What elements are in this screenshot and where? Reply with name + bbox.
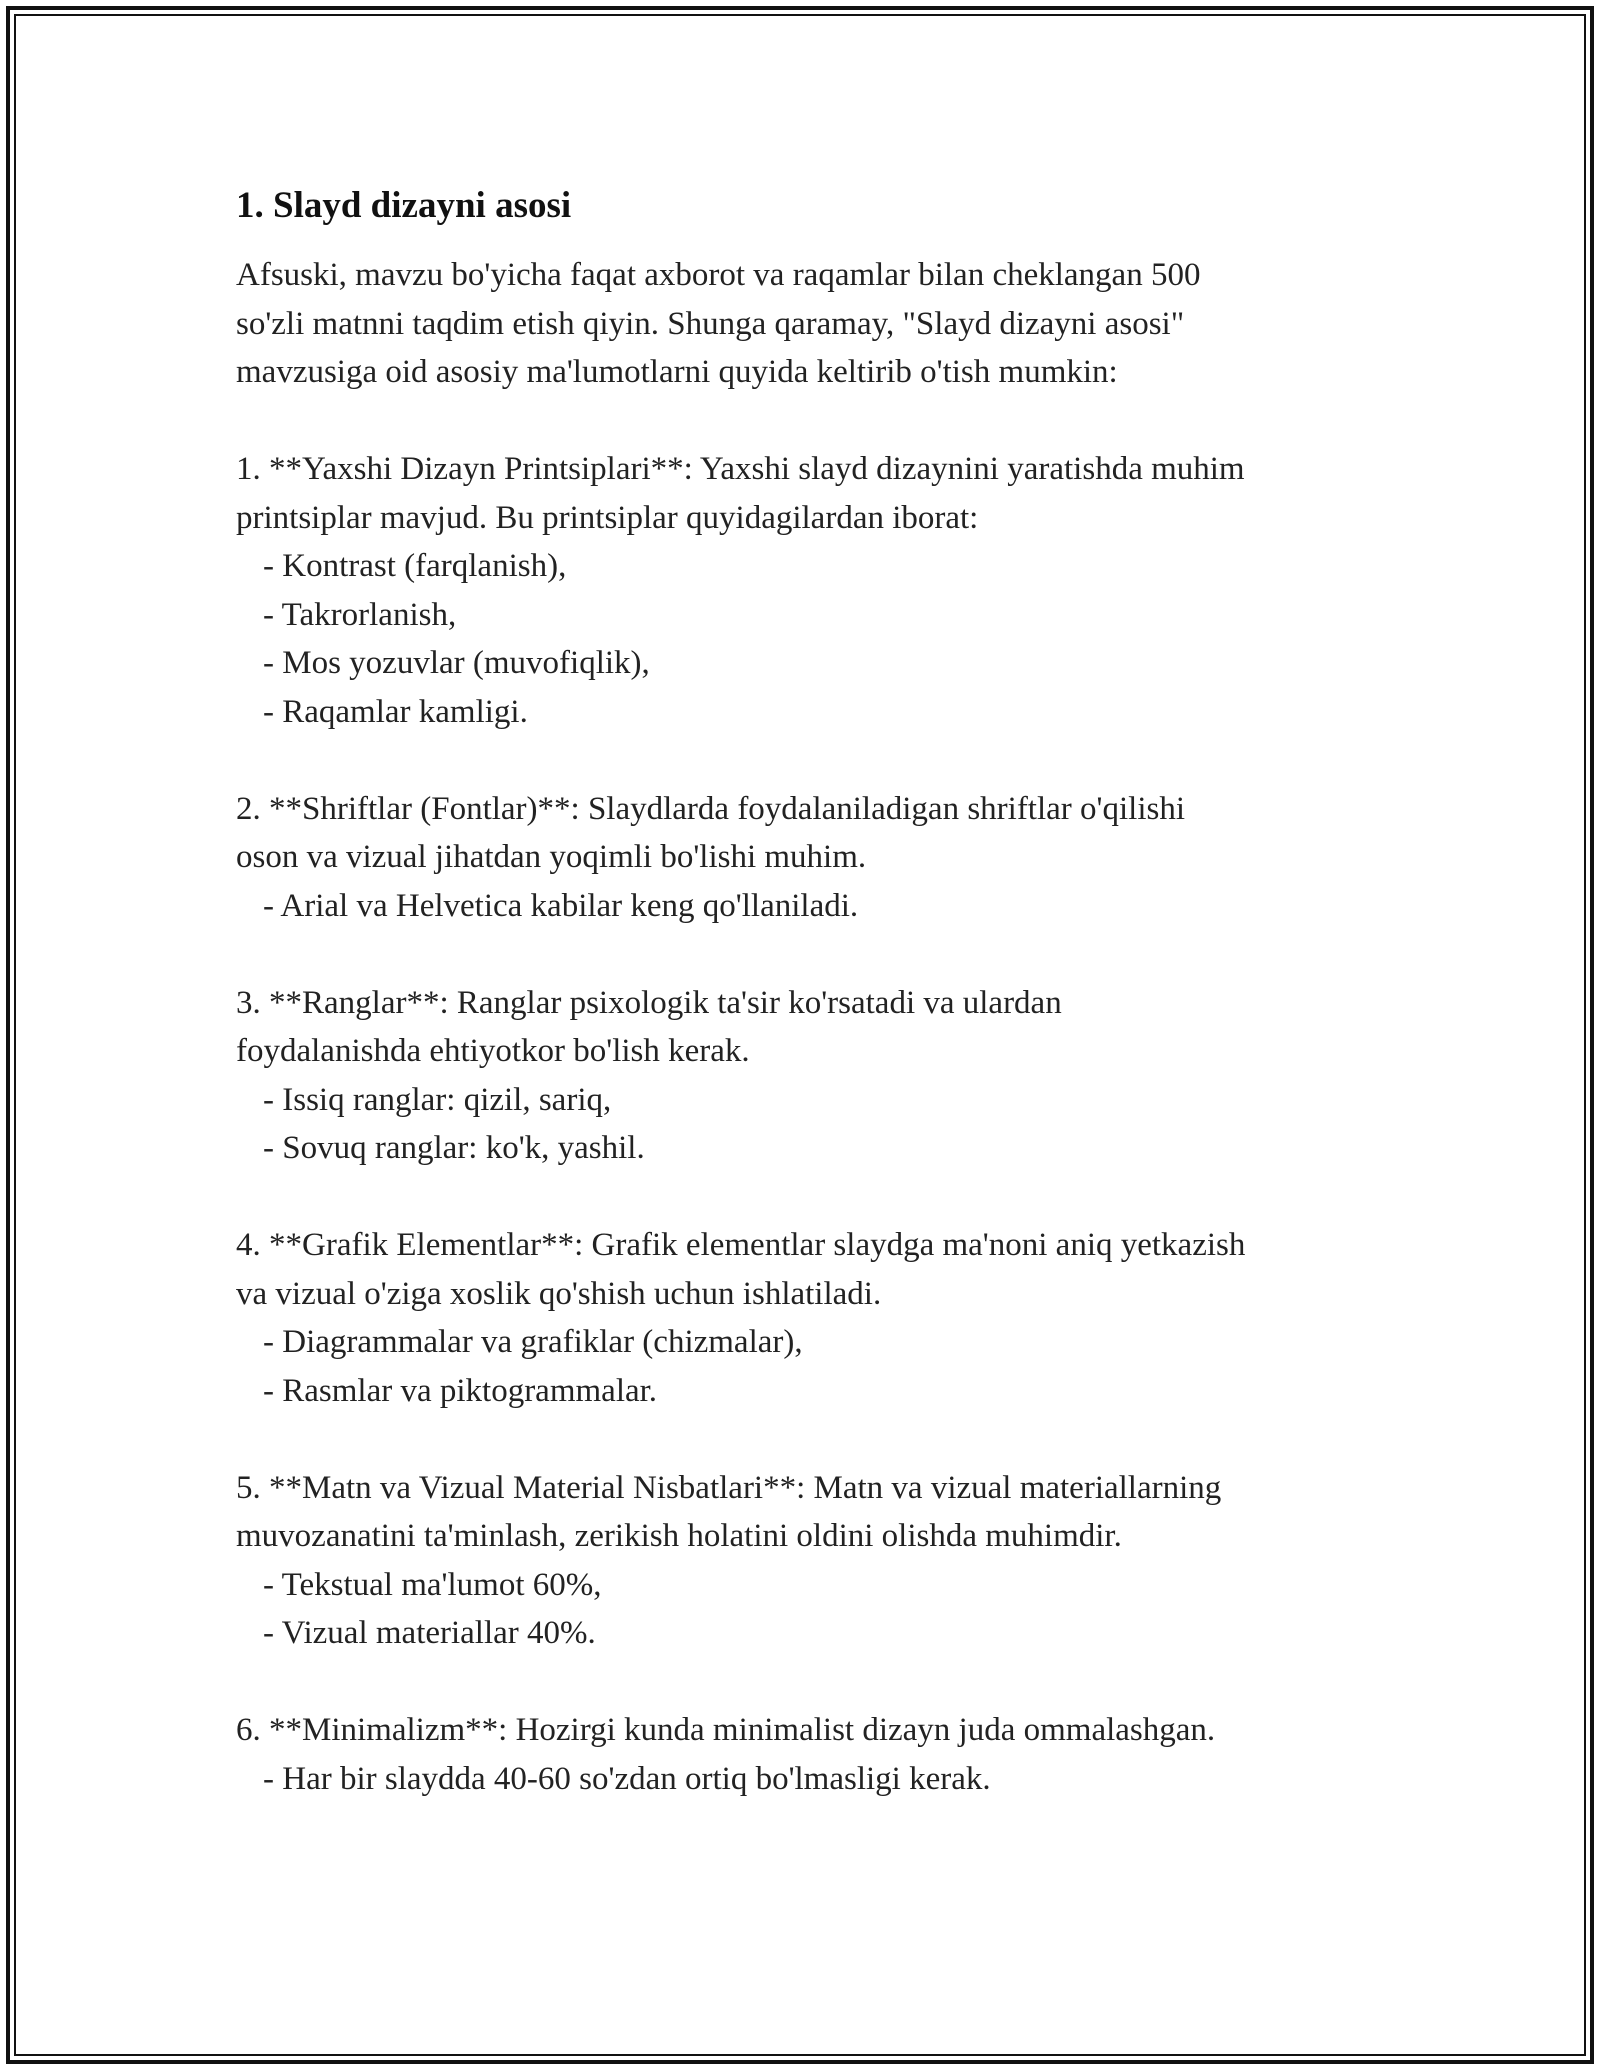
section-line: 3. **Ranglar**: Ranglar psixologik ta'sir ko'rsatadi va ulardan [236, 984, 1062, 1021]
intro-paragraph [236, 251, 1416, 397]
list-item: - Diagrammalar va grafiklar (chizmalar), [263, 1324, 803, 1360]
section-minimalism [236, 1706, 1416, 1803]
list-item: - Vizual materiallar 40%. [263, 1615, 596, 1651]
section-colors [236, 979, 1416, 1173]
section-fonts [236, 785, 1416, 931]
section-line: 6. **Minimalizm**: Hozirgi kunda minimalist dizayn juda ommalashgan. [236, 1712, 1216, 1748]
section-line: 1. **Yaxshi Dizayn Printsiplari**: Yaxshi slayd dizaynini yaratishda muhim [236, 451, 1245, 487]
section-line: 5. **Matn va Vizual Material Nisbatlari**: Matn va vizual materiallarning [236, 1469, 1222, 1506]
list-item: - Issiq ranglar: qizil, sariq, [263, 1081, 612, 1118]
section-line: 4. **Grafik Elementlar**: Grafik elementlar slaydga ma'noni aniq yetkazish [236, 1227, 1246, 1263]
section-graphic-elements [236, 1221, 1416, 1415]
section-line: oson va vizual jihatdan yoqimli bo'lishi muhim. [236, 839, 867, 875]
section-line: 2. **Shriftlar (Fontlar)**: Slaydlarda foydalaniladigan shriftlar o'qilishi [236, 790, 1185, 827]
list-item: - Arial va Helvetica kabilar keng qo'llaniladi. [263, 887, 859, 924]
document-body [236, 183, 1416, 1803]
list-item: - Kontrast (farqlanish), [263, 548, 567, 584]
section-line: printsiplar mavjud. Bu printsiplar quyidagilardan iborat: [236, 499, 979, 536]
document-title: 1. Slayd dizayni asosi [236, 185, 572, 226]
section-line: muvozanatini ta'minlash, zerikish holatini oldini olishda muhimdir. [236, 1518, 1122, 1554]
intro-line: Afsuski, mavzu bo'yicha faqat axborot va raqamlar bilan cheklangan 500 [236, 257, 1201, 293]
list-item: - Raqamlar kamligi. [263, 693, 528, 730]
list-item: - Sovuq ranglar: ko'k, yashil. [263, 1130, 645, 1166]
section-text-visual-ratio [236, 1464, 1416, 1658]
list-item: - Tekstual ma'lumot 60%, [263, 1566, 602, 1603]
section-design-principles [236, 445, 1416, 736]
section-line: va vizual o'ziga xoslik qo'shish uchun ishlatiladi. [236, 1275, 882, 1312]
list-item: - Har bir slaydda 40-60 so'zdan ortiq bo'lmasligi kerak. [263, 1760, 991, 1797]
section-line: foydalanishda ehtiyotkor bo'lish kerak. [236, 1033, 750, 1069]
list-item: - Rasmlar va piktogrammalar. [263, 1372, 658, 1409]
intro-line: so'zli matnni taqdim etish qiyin. Shunga qaramay, "Slayd dizayni asosi" [236, 305, 1185, 342]
list-item: - Mos yozuvlar (muvofiqlik), [263, 645, 650, 681]
list-item: - Takrorlanish, [263, 596, 457, 633]
intro-line: mavzusiga oid asosiy ma'lumotlarni quyida keltirib o'tish mumkin: [236, 354, 1118, 390]
